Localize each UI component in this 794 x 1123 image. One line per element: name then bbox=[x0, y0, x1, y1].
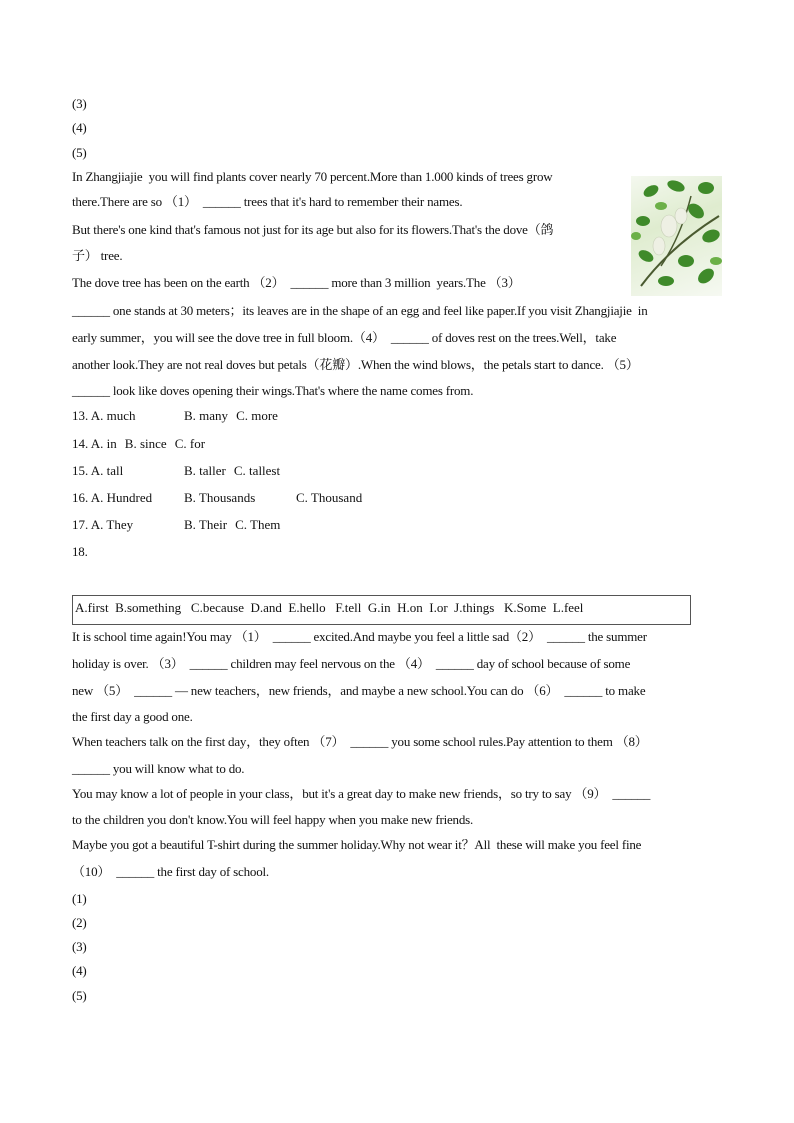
answer-label: (5) bbox=[72, 145, 87, 160]
answer-label: (4) bbox=[72, 120, 87, 135]
option-a[interactable]: 17. A. They bbox=[72, 517, 134, 532]
option-c[interactable]: C. for bbox=[174, 436, 206, 451]
answer-label: (4) bbox=[72, 963, 87, 978]
option-c[interactable]: C. Thousand bbox=[296, 490, 363, 505]
passage-line: In Zhangjiajie you will find plants cover nearly 70 percent.More than 1.000 kinds of trees grow bbox=[72, 169, 553, 184]
passage-line: there.There are so （1） ______ trees that it's hard to remember their names. bbox=[72, 194, 463, 209]
passage-line: ______ one stands at 30 meters；its leaves are in the shape of an egg and feel like paper.If you visit Zhangjiajie in bbox=[72, 303, 648, 318]
passage-line: （10） ______ the first day of school. bbox=[72, 864, 269, 879]
passage-line: You may know a lot of people in your class，but it's a great day to make new friends，so try to say （9） ______ bbox=[72, 786, 651, 801]
answer-label: (5) bbox=[72, 988, 87, 1003]
passage-line: ______ you will know what to do. bbox=[72, 761, 245, 776]
passage-line: Maybe you got a beautiful T-shirt during the summer holiday.Why not wear it？All these will make you feel fine bbox=[72, 837, 642, 852]
question-18-label: 18. bbox=[72, 544, 88, 559]
option-a[interactable]: 14. A. in bbox=[72, 436, 117, 451]
answer-label: (3) bbox=[72, 939, 87, 954]
dove-tree-photo bbox=[631, 176, 722, 296]
passage-line: early summer，you will see the dove tree in full bloom.（4） ______ of doves rest on the trees.Well，take bbox=[72, 330, 617, 345]
word-bank-box bbox=[72, 595, 691, 625]
passage-line: the first day a good one. bbox=[72, 709, 193, 724]
passage-line: ______ look like doves opening their wings.That's where the name comes from. bbox=[72, 383, 474, 398]
question-16 bbox=[72, 490, 362, 506]
answer-label: (1) bbox=[72, 891, 87, 906]
option-a[interactable]: 15. A. tall bbox=[72, 463, 124, 478]
word-bank: A.first B.something C.because D.and E.hello F.tell G.in H.on I.or J.things K.Some L.feel bbox=[75, 600, 584, 615]
passage-line: to the children you don't know.You will feel happy when you make new friends. bbox=[72, 812, 474, 827]
option-c[interactable]: C. more bbox=[236, 408, 278, 423]
passage-line: It is school time again!You may （1） ______ excited.And maybe you feel a little sad（2） ______ the summer bbox=[72, 629, 647, 644]
question-14 bbox=[72, 436, 205, 452]
option-a[interactable]: 13. A. much bbox=[72, 408, 136, 423]
option-b[interactable]: B. taller bbox=[184, 463, 226, 478]
passage-line: another look.They are not real doves but petals（花瓣）.When the wind blows，the petals start to dance. （5） bbox=[72, 357, 639, 372]
option-c[interactable]: C. tallest bbox=[233, 463, 281, 478]
passage-line: When teachers talk on the first day，they often （7） ______ you some school rules.Pay attention to them （8） bbox=[72, 734, 648, 749]
passage-line: holiday is over. （3） ______ children may feel nervous on the （4） ______ day of school because of some bbox=[72, 656, 631, 671]
passage-line: But there's one kind that's famous not just for its age but also for its flowers.That's the dove（鸽 bbox=[72, 222, 554, 237]
option-b[interactable]: B. Thousands bbox=[184, 490, 256, 505]
question-13 bbox=[72, 408, 278, 424]
option-b[interactable]: B. Their bbox=[184, 517, 228, 532]
answer-label: (2) bbox=[72, 915, 87, 930]
answer-label: (3) bbox=[72, 96, 87, 111]
passage-line: new （5） ______ — new teachers，new friends，and maybe a new school.You can do （6） ______ to make bbox=[72, 683, 646, 698]
passage-line: The dove tree has been on the earth （2） ______ more than 3 million years.The （3） bbox=[72, 275, 521, 290]
option-c[interactable]: C. Them bbox=[235, 517, 281, 532]
question-17 bbox=[72, 517, 280, 533]
option-a[interactable]: 16. A. Hundred bbox=[72, 490, 153, 505]
passage-line: 子） tree. bbox=[72, 248, 123, 263]
question-15 bbox=[72, 463, 280, 479]
option-b[interactable]: B. since bbox=[124, 436, 167, 451]
option-b[interactable]: B. many bbox=[184, 408, 229, 423]
